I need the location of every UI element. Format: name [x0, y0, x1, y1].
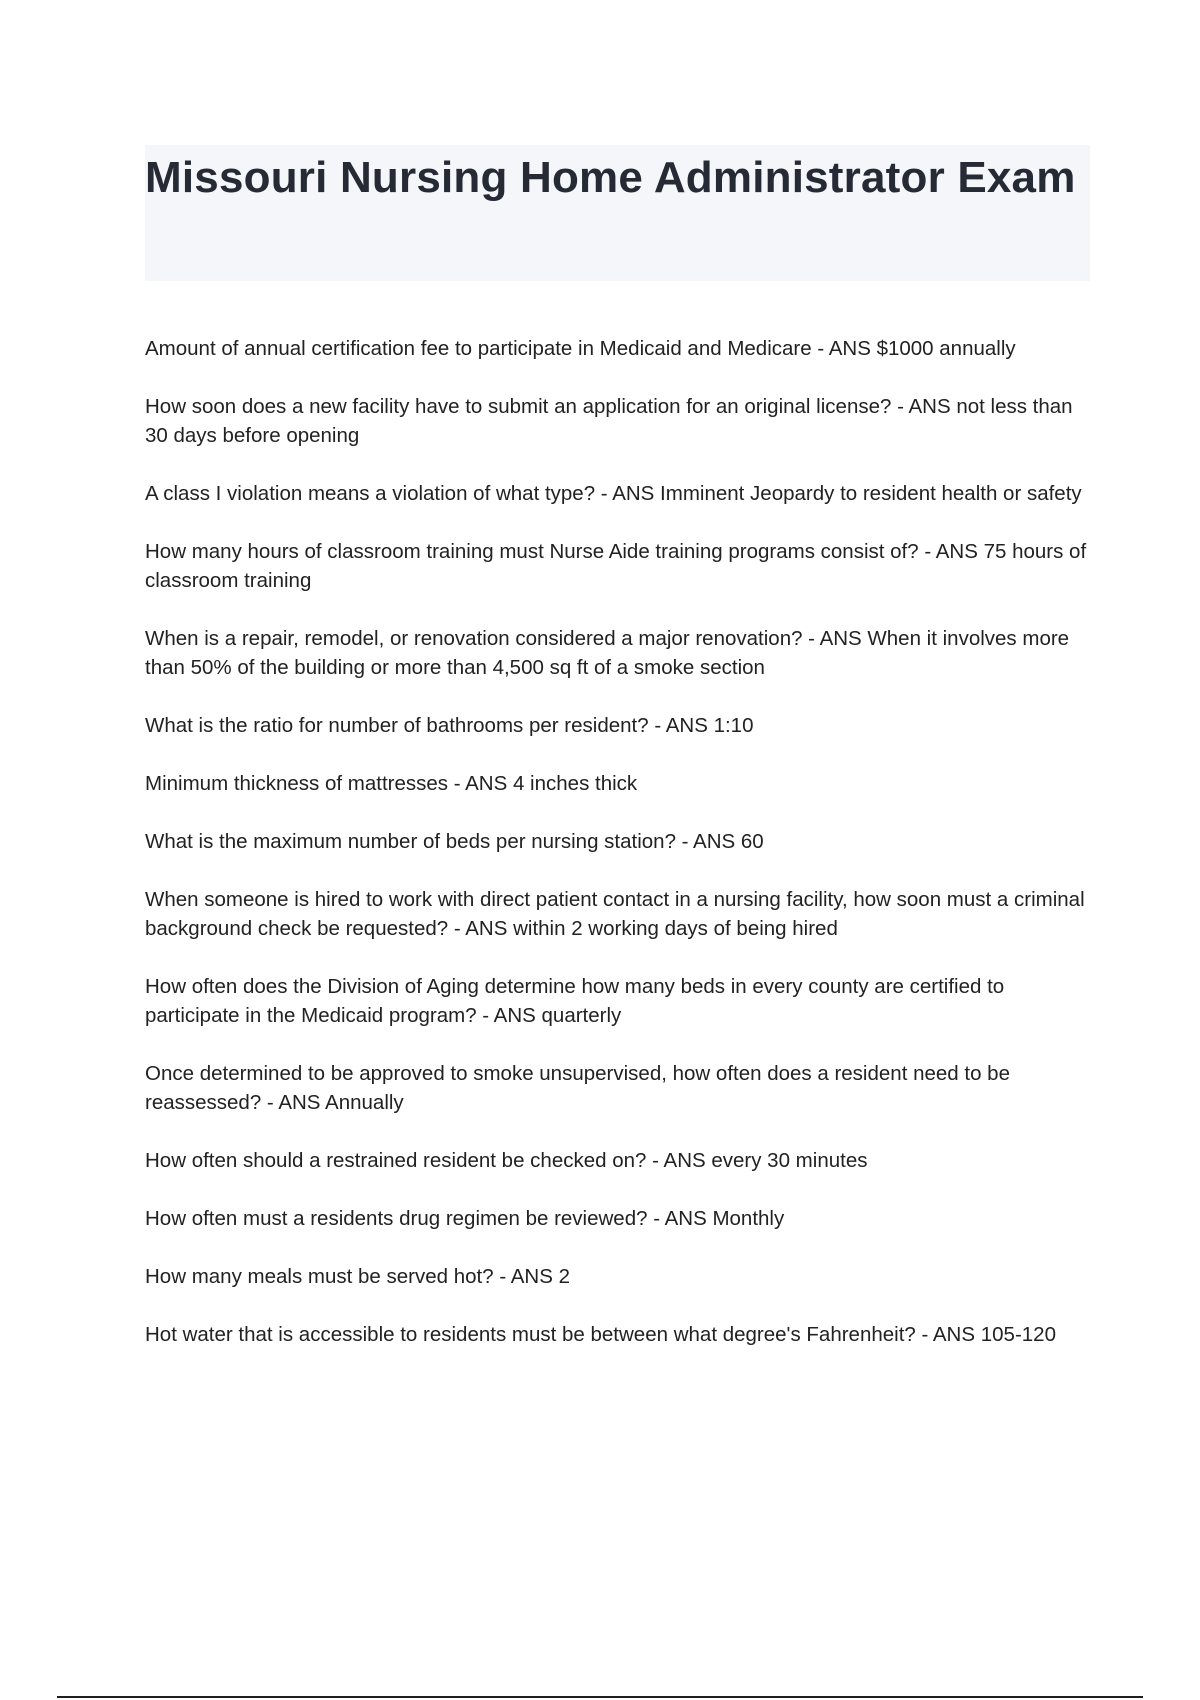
qa-item: Once determined to be approved to smoke unsupervised, how often does a resident need to be reassessed? - ANS Annually	[145, 1062, 1010, 1114]
qa-item: How often should a restrained resident be checked on? - ANS every 30 minutes	[145, 1149, 868, 1172]
qa-item: How soon does a new facility have to submit an application for an original license? - ANS not less than 30 days before opening	[145, 395, 1073, 447]
qa-item: Minimum thickness of mattresses - ANS 4 inches thick	[145, 772, 638, 795]
page-title: Missouri Nursing Home Administrator Exam	[145, 153, 1076, 202]
qa-item: What is the maximum number of beds per nursing station? - ANS 60	[145, 830, 764, 853]
qa-item: Amount of annual certification fee to participate in Medicaid and Medicare - ANS $1000 annually	[145, 337, 1016, 360]
qa-item: When someone is hired to work with direct patient contact in a nursing facility, how soon must a criminal background check be requested? - ANS within 2 working days of being hired	[145, 888, 1085, 940]
qa-list	[145, 334, 1095, 1378]
qa-item: When is a repair, remodel, or renovation considered a major renovation? - ANS When it involves more than 50% of the building or more than 4,500 sq ft of a smoke section	[145, 627, 1070, 679]
qa-item: How often must a residents drug regimen be reviewed? - ANS Monthly	[145, 1207, 785, 1230]
qa-item: How many meals must be served hot? - ANS 2	[145, 1265, 570, 1288]
qa-item: How many hours of classroom training must Nurse Aide training programs consist of? - ANS 75 hours of classroom training	[145, 540, 1087, 592]
qa-item: What is the ratio for number of bathrooms per resident? - ANS 1:10	[145, 714, 754, 737]
qa-item: Hot water that is accessible to residents must be between what degree's Fahrenheit? - ANS 105-120	[145, 1323, 1056, 1346]
footer-divider	[57, 1696, 1143, 1698]
qa-item: A class I violation means a violation of what type? - ANS Imminent Jeopardy to resident health or safety	[145, 482, 1082, 505]
title-block	[145, 145, 1090, 281]
qa-item: How often does the Division of Aging determine how many beds in every county are certified to participate in the Medicaid program? - ANS quarterly	[145, 975, 1005, 1027]
